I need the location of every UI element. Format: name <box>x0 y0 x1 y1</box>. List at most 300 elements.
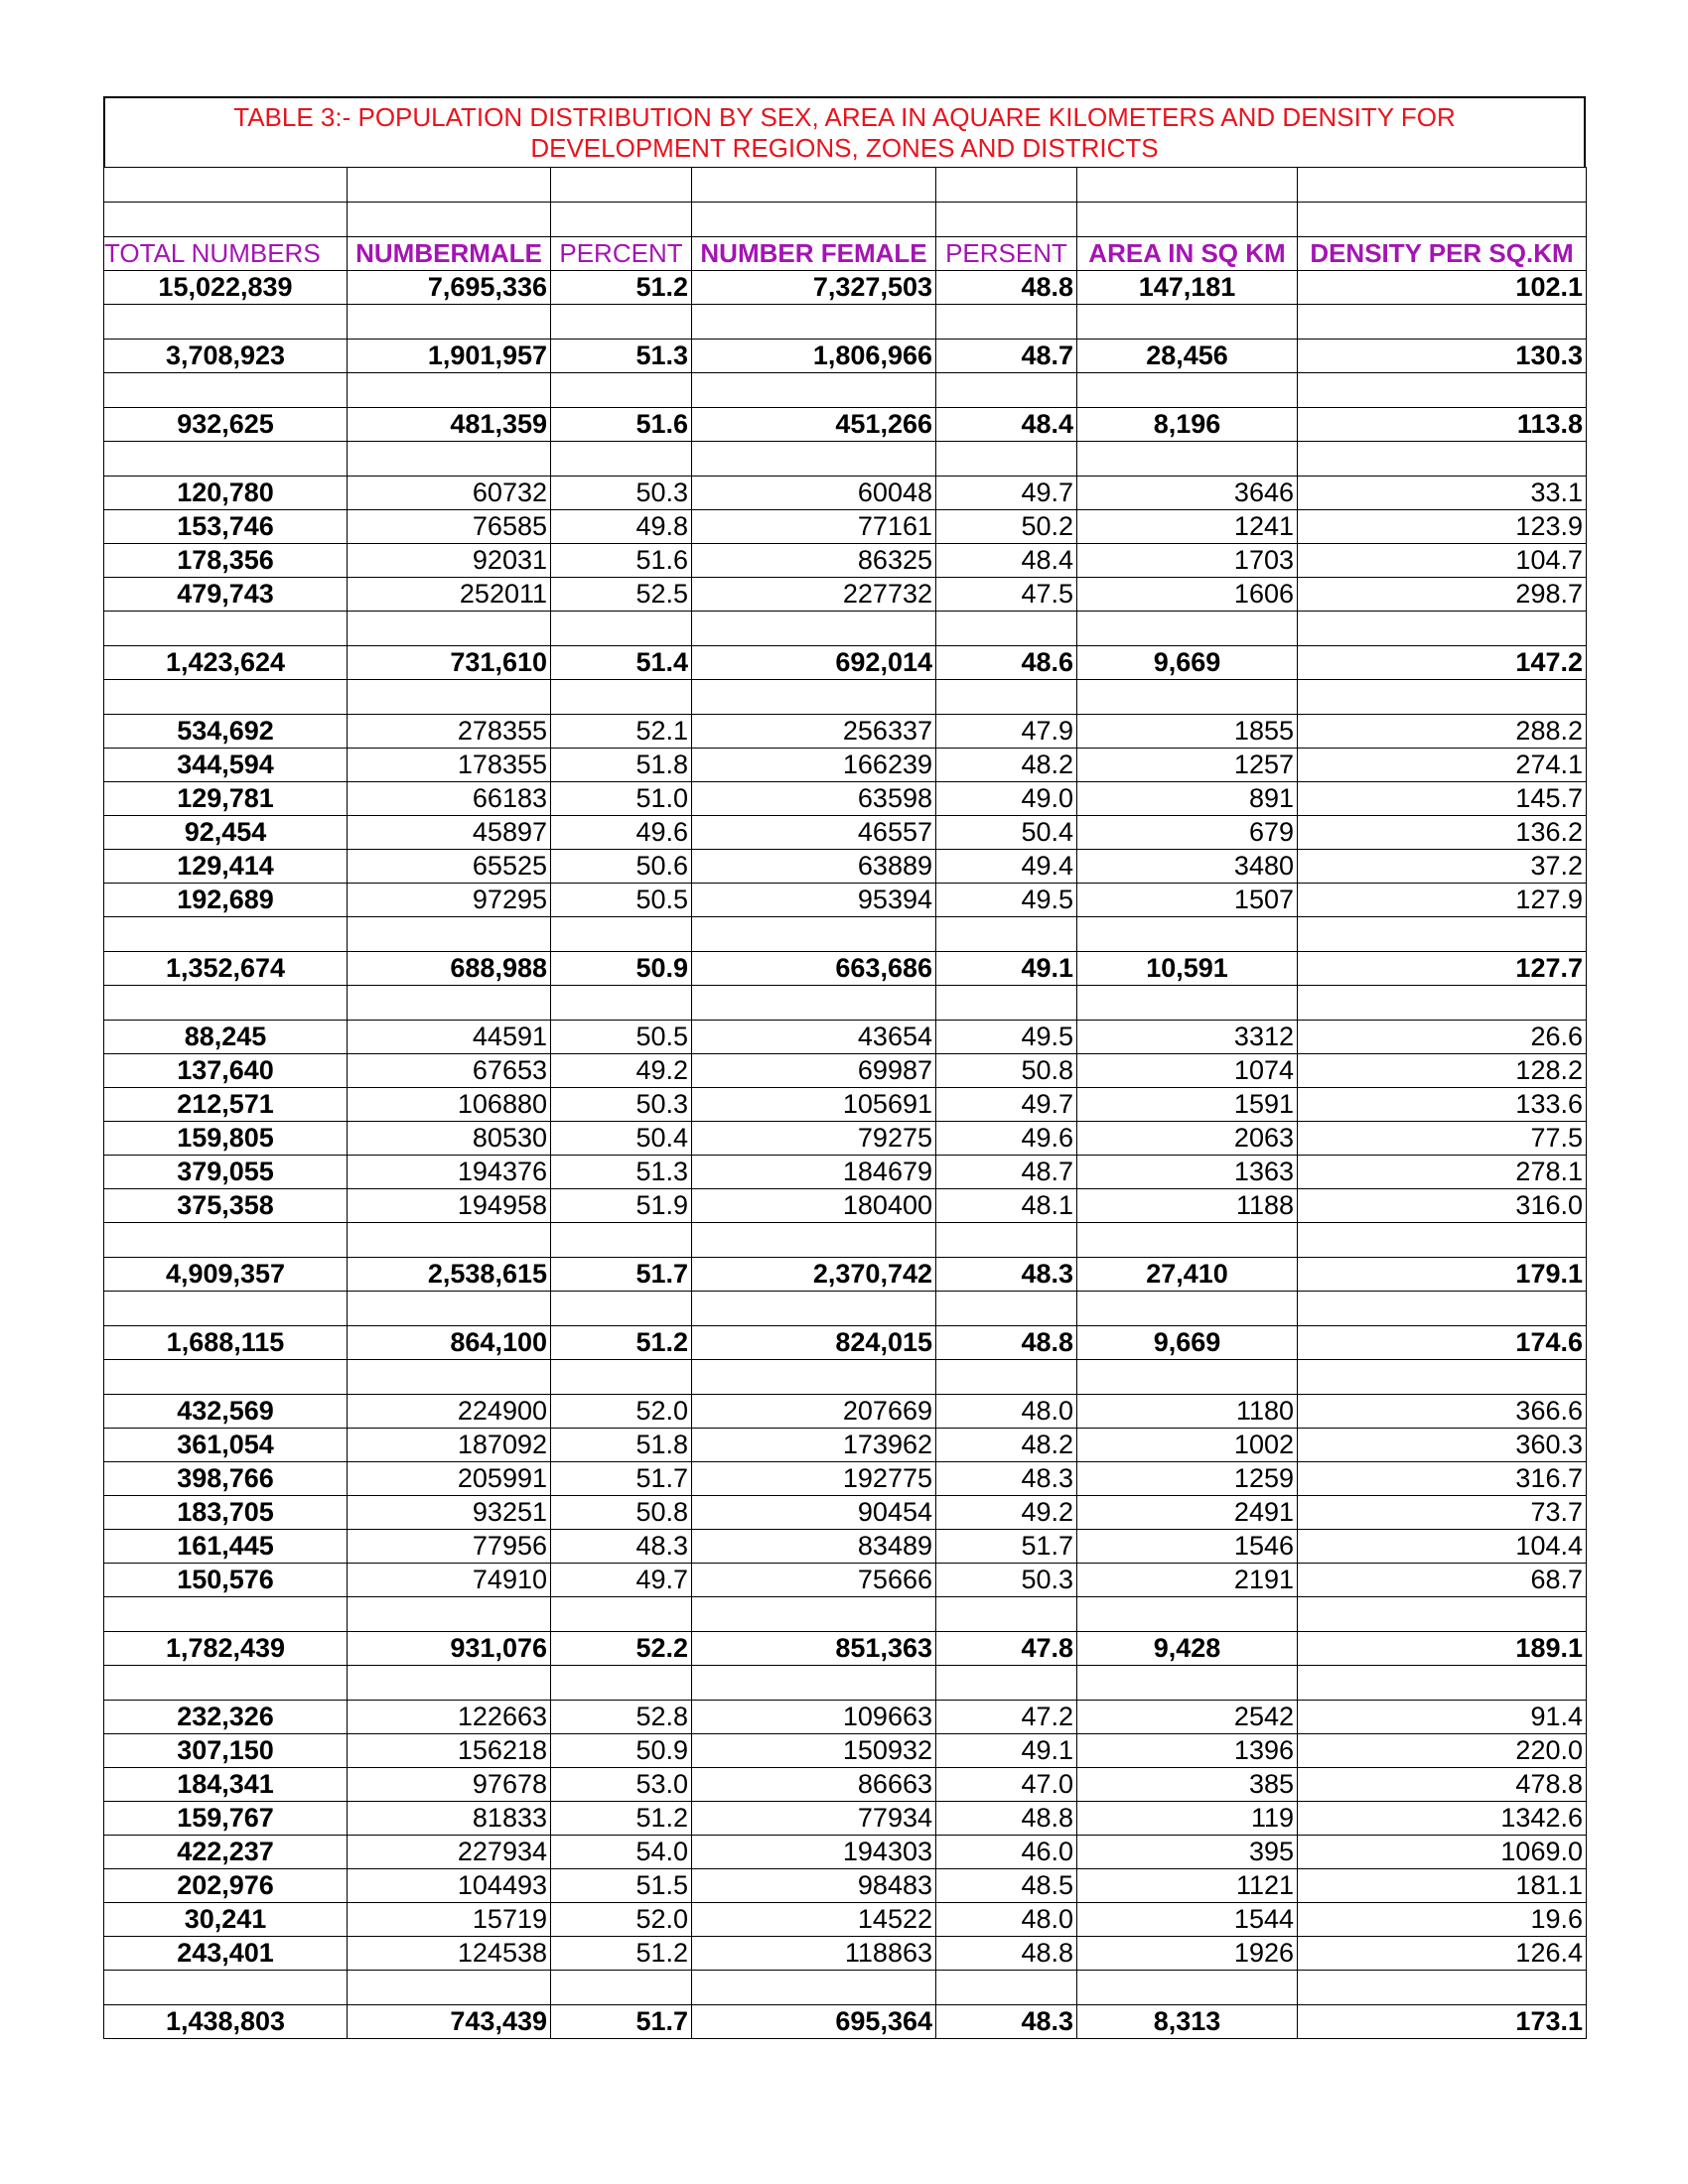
percent-male-cell: 51.5 <box>551 1869 692 1903</box>
percent-female-cell: 50.8 <box>936 1054 1077 1088</box>
area-sq-km-cell: 1855 <box>1077 715 1298 749</box>
blank-cell <box>104 373 348 408</box>
blank-cell <box>1298 1666 1587 1701</box>
percent-female-cell: 48.5 <box>936 1869 1077 1903</box>
total-numbers-cell: 479,743 <box>104 578 348 612</box>
number-female-cell: 695,364 <box>692 2005 936 2039</box>
blank-cell <box>1298 1597 1587 1632</box>
blank-cell <box>1077 1292 1298 1326</box>
blank-cell <box>936 203 1077 237</box>
subtotal-row <box>104 271 1587 305</box>
percent-female-cell: 48.2 <box>936 1429 1077 1462</box>
density-per-sq-km-cell: 278.1 <box>1298 1156 1587 1189</box>
column-header-percent-female: PERSENT <box>936 237 1077 271</box>
blank-cell <box>551 986 692 1021</box>
blank-row <box>104 1292 1587 1326</box>
area-sq-km-cell: 1546 <box>1077 1530 1298 1564</box>
blank-cell <box>104 1223 348 1258</box>
density-per-sq-km-cell: 104.4 <box>1298 1530 1587 1564</box>
density-per-sq-km-cell: 288.2 <box>1298 715 1587 749</box>
population-table <box>103 167 1587 2039</box>
total-numbers-cell: 534,692 <box>104 715 348 749</box>
area-sq-km-cell: 1507 <box>1077 884 1298 917</box>
area-sq-km-cell: 3312 <box>1077 1021 1298 1054</box>
area-sq-km-cell: 2491 <box>1077 1496 1298 1530</box>
blank-cell <box>551 168 692 203</box>
total-numbers-cell: 88,245 <box>104 1021 348 1054</box>
blank-cell <box>348 917 551 952</box>
percent-male-cell: 50.3 <box>551 477 692 510</box>
blank-cell <box>348 1223 551 1258</box>
blank-row <box>104 373 1587 408</box>
blank-cell <box>1298 442 1587 477</box>
number-female-cell: 2,370,742 <box>692 1258 936 1292</box>
blank-cell <box>551 917 692 952</box>
number-male-cell: 178355 <box>348 749 551 782</box>
district-row <box>104 1429 1587 1462</box>
total-numbers-cell: 361,054 <box>104 1429 348 1462</box>
blank-cell <box>348 305 551 340</box>
percent-female-cell: 47.2 <box>936 1701 1077 1734</box>
number-female-cell: 86663 <box>692 1768 936 1802</box>
subtotal-row <box>104 408 1587 442</box>
total-numbers-cell: 30,241 <box>104 1903 348 1937</box>
subtotal-row <box>104 2005 1587 2039</box>
blank-cell <box>936 1971 1077 2005</box>
number-female-cell: 227732 <box>692 578 936 612</box>
number-female-cell: 46557 <box>692 816 936 850</box>
number-female-cell: 77934 <box>692 1802 936 1836</box>
blank-cell <box>104 1597 348 1632</box>
density-per-sq-km-cell: 133.6 <box>1298 1088 1587 1122</box>
percent-male-cell: 48.3 <box>551 1530 692 1564</box>
number-female-cell: 79275 <box>692 1122 936 1156</box>
blank-cell <box>348 373 551 408</box>
percent-female-cell: 48.1 <box>936 1189 1077 1223</box>
area-sq-km-cell: 9,669 <box>1077 646 1298 680</box>
area-sq-km-cell: 1259 <box>1077 1462 1298 1496</box>
number-male-cell: 688,988 <box>348 952 551 986</box>
percent-female-cell: 49.1 <box>936 952 1077 986</box>
blank-cell <box>348 1597 551 1632</box>
blank-cell <box>692 1971 936 2005</box>
blank-cell <box>692 1597 936 1632</box>
percent-male-cell: 50.3 <box>551 1088 692 1122</box>
district-row <box>104 1734 1587 1768</box>
blank-cell <box>348 442 551 477</box>
percent-female-cell: 48.7 <box>936 1156 1077 1189</box>
density-per-sq-km-cell: 113.8 <box>1298 408 1587 442</box>
blank-cell <box>692 442 936 477</box>
area-sq-km-cell: 2542 <box>1077 1701 1298 1734</box>
blank-cell <box>104 986 348 1021</box>
district-row <box>104 1768 1587 1802</box>
blank-cell <box>1077 305 1298 340</box>
total-numbers-cell: 184,341 <box>104 1768 348 1802</box>
blank-cell <box>104 203 348 237</box>
blank-cell <box>936 680 1077 715</box>
percent-female-cell: 46.0 <box>936 1836 1077 1869</box>
blank-cell <box>348 612 551 646</box>
percent-female-cell: 50.3 <box>936 1564 1077 1597</box>
percent-male-cell: 52.8 <box>551 1701 692 1734</box>
blank-cell <box>1298 305 1587 340</box>
area-sq-km-cell: 3480 <box>1077 850 1298 884</box>
blank-cell <box>692 305 936 340</box>
density-per-sq-km-cell: 123.9 <box>1298 510 1587 544</box>
percent-male-cell: 52.0 <box>551 1903 692 1937</box>
percent-male-cell: 53.0 <box>551 1768 692 1802</box>
number-male-cell: 252011 <box>348 578 551 612</box>
area-sq-km-cell: 10,591 <box>1077 952 1298 986</box>
number-male-cell: 76585 <box>348 510 551 544</box>
total-numbers-cell: 212,571 <box>104 1088 348 1122</box>
number-female-cell: 43654 <box>692 1021 936 1054</box>
density-per-sq-km-cell: 128.2 <box>1298 1054 1587 1088</box>
number-female-cell: 851,363 <box>692 1632 936 1666</box>
percent-male-cell: 51.2 <box>551 1802 692 1836</box>
number-male-cell: 93251 <box>348 1496 551 1530</box>
density-per-sq-km-cell: 478.8 <box>1298 1768 1587 1802</box>
area-sq-km-cell: 891 <box>1077 782 1298 816</box>
percent-male-cell: 51.7 <box>551 1462 692 1496</box>
percent-female-cell: 47.5 <box>936 578 1077 612</box>
percent-female-cell: 50.4 <box>936 816 1077 850</box>
percent-female-cell: 48.8 <box>936 271 1077 305</box>
number-female-cell: 63598 <box>692 782 936 816</box>
area-sq-km-cell: 385 <box>1077 1768 1298 1802</box>
district-row <box>104 1054 1587 1088</box>
number-male-cell: 2,538,615 <box>348 1258 551 1292</box>
density-per-sq-km-cell: 33.1 <box>1298 477 1587 510</box>
density-per-sq-km-cell: 126.4 <box>1298 1937 1587 1971</box>
total-numbers-cell: 161,445 <box>104 1530 348 1564</box>
density-per-sq-km-cell: 189.1 <box>1298 1632 1587 1666</box>
percent-male-cell: 52.5 <box>551 578 692 612</box>
subtotal-row <box>104 952 1587 986</box>
percent-male-cell: 50.9 <box>551 952 692 986</box>
blank-cell <box>1077 373 1298 408</box>
number-female-cell: 83489 <box>692 1530 936 1564</box>
number-male-cell: 187092 <box>348 1429 551 1462</box>
total-numbers-cell: 422,237 <box>104 1836 348 1869</box>
blank-cell <box>936 612 1077 646</box>
blank-cell <box>692 917 936 952</box>
blank-cell <box>692 1666 936 1701</box>
district-row <box>104 749 1587 782</box>
blank-cell <box>1077 1597 1298 1632</box>
blank-row <box>104 612 1587 646</box>
blank-cell <box>104 442 348 477</box>
number-male-cell: 278355 <box>348 715 551 749</box>
blank-cell <box>551 1360 692 1395</box>
number-male-cell: 743,439 <box>348 2005 551 2039</box>
column-header-row <box>104 237 1587 271</box>
blank-cell <box>1077 612 1298 646</box>
blank-cell <box>551 1971 692 2005</box>
density-per-sq-km-cell: 19.6 <box>1298 1903 1587 1937</box>
number-male-cell: 731,610 <box>348 646 551 680</box>
district-row <box>104 1462 1587 1496</box>
number-male-cell: 15719 <box>348 1903 551 1937</box>
density-per-sq-km-cell: 37.2 <box>1298 850 1587 884</box>
number-female-cell: 451,266 <box>692 408 936 442</box>
percent-male-cell: 50.6 <box>551 850 692 884</box>
number-female-cell: 256337 <box>692 715 936 749</box>
area-sq-km-cell: 1121 <box>1077 1869 1298 1903</box>
area-sq-km-cell: 2063 <box>1077 1122 1298 1156</box>
total-numbers-cell: 178,356 <box>104 544 348 578</box>
density-per-sq-km-cell: 130.3 <box>1298 340 1587 373</box>
blank-cell <box>1298 1223 1587 1258</box>
number-male-cell: 60732 <box>348 477 551 510</box>
percent-male-cell: 51.6 <box>551 408 692 442</box>
area-sq-km-cell: 679 <box>1077 816 1298 850</box>
district-row <box>104 1564 1587 1597</box>
blank-row <box>104 680 1587 715</box>
percent-female-cell: 48.8 <box>936 1326 1077 1360</box>
percent-male-cell: 51.4 <box>551 646 692 680</box>
area-sq-km-cell: 1002 <box>1077 1429 1298 1462</box>
blank-cell <box>936 305 1077 340</box>
area-sq-km-cell: 1544 <box>1077 1903 1298 1937</box>
number-female-cell: 166239 <box>692 749 936 782</box>
district-row <box>104 1937 1587 1971</box>
percent-male-cell: 51.9 <box>551 1189 692 1223</box>
table-title-line-2: DEVELOPMENT REGIONS, ZONES AND DISTRICTS <box>530 132 1159 163</box>
district-row <box>104 1869 1587 1903</box>
percent-female-cell: 48.0 <box>936 1395 1077 1429</box>
total-numbers-cell: 153,746 <box>104 510 348 544</box>
blank-cell <box>692 203 936 237</box>
district-row <box>104 1836 1587 1869</box>
percent-female-cell: 51.7 <box>936 1530 1077 1564</box>
percent-female-cell: 47.9 <box>936 715 1077 749</box>
blank-cell <box>348 168 551 203</box>
column-header-area-sq-km: AREA IN SQ KM <box>1077 237 1298 271</box>
district-row <box>104 1496 1587 1530</box>
percent-male-cell: 51.7 <box>551 1258 692 1292</box>
district-row <box>104 1903 1587 1937</box>
population-table-sheet <box>103 96 1586 2039</box>
total-numbers-cell: 129,781 <box>104 782 348 816</box>
blank-cell <box>348 1360 551 1395</box>
density-per-sq-km-cell: 174.6 <box>1298 1326 1587 1360</box>
total-numbers-cell: 1,352,674 <box>104 952 348 986</box>
density-per-sq-km-cell: 181.1 <box>1298 1869 1587 1903</box>
area-sq-km-cell: 28,456 <box>1077 340 1298 373</box>
blank-cell <box>1298 1971 1587 2005</box>
number-female-cell: 109663 <box>692 1701 936 1734</box>
number-female-cell: 86325 <box>692 544 936 578</box>
number-male-cell: 45897 <box>348 816 551 850</box>
area-sq-km-cell: 9,428 <box>1077 1632 1298 1666</box>
number-female-cell: 150932 <box>692 1734 936 1768</box>
district-row <box>104 1156 1587 1189</box>
percent-female-cell: 49.5 <box>936 1021 1077 1054</box>
percent-female-cell: 48.3 <box>936 1462 1077 1496</box>
blank-cell <box>551 1223 692 1258</box>
blank-cell <box>936 1360 1077 1395</box>
number-male-cell: 67653 <box>348 1054 551 1088</box>
blank-cell <box>936 917 1077 952</box>
percent-male-cell: 52.2 <box>551 1632 692 1666</box>
district-row <box>104 1122 1587 1156</box>
blank-cell <box>1298 612 1587 646</box>
number-male-cell: 224900 <box>348 1395 551 1429</box>
density-per-sq-km-cell: 104.7 <box>1298 544 1587 578</box>
blank-cell <box>551 612 692 646</box>
total-numbers-cell: 150,576 <box>104 1564 348 1597</box>
blank-cell <box>348 1666 551 1701</box>
blank-cell <box>348 1292 551 1326</box>
density-per-sq-km-cell: 360.3 <box>1298 1429 1587 1462</box>
number-male-cell: 7,695,336 <box>348 271 551 305</box>
number-female-cell: 663,686 <box>692 952 936 986</box>
district-row <box>104 816 1587 850</box>
column-header-percent-male: PERCENT <box>551 237 692 271</box>
density-per-sq-km-cell: 1069.0 <box>1298 1836 1587 1869</box>
district-row <box>104 1530 1587 1564</box>
percent-female-cell: 48.3 <box>936 1258 1077 1292</box>
percent-male-cell: 51.2 <box>551 1326 692 1360</box>
percent-male-cell: 50.9 <box>551 1734 692 1768</box>
blank-cell <box>104 1292 348 1326</box>
density-per-sq-km-cell: 220.0 <box>1298 1734 1587 1768</box>
number-male-cell: 77956 <box>348 1530 551 1564</box>
blank-cell <box>104 1360 348 1395</box>
area-sq-km-cell: 1703 <box>1077 544 1298 578</box>
number-female-cell: 63889 <box>692 850 936 884</box>
blank-cell <box>348 203 551 237</box>
blank-cell <box>936 1223 1077 1258</box>
total-numbers-cell: 379,055 <box>104 1156 348 1189</box>
percent-male-cell: 52.0 <box>551 1395 692 1429</box>
density-per-sq-km-cell: 102.1 <box>1298 271 1587 305</box>
area-sq-km-cell: 119 <box>1077 1802 1298 1836</box>
percent-female-cell: 49.5 <box>936 884 1077 917</box>
blank-cell <box>104 680 348 715</box>
percent-female-cell: 50.2 <box>936 510 1077 544</box>
area-sq-km-cell: 1606 <box>1077 578 1298 612</box>
blank-cell <box>104 1666 348 1701</box>
blank-cell <box>692 1223 936 1258</box>
percent-female-cell: 48.8 <box>936 1937 1077 1971</box>
percent-male-cell: 51.2 <box>551 1937 692 1971</box>
subtotal-row <box>104 1258 1587 1292</box>
number-male-cell: 92031 <box>348 544 551 578</box>
subtotal-row <box>104 1632 1587 1666</box>
blank-cell <box>551 305 692 340</box>
blank-cell <box>551 1292 692 1326</box>
area-sq-km-cell: 8,196 <box>1077 408 1298 442</box>
number-male-cell: 194376 <box>348 1156 551 1189</box>
number-male-cell: 80530 <box>348 1122 551 1156</box>
density-per-sq-km-cell: 77.5 <box>1298 1122 1587 1156</box>
blank-row <box>104 442 1587 477</box>
blank-row <box>104 1360 1587 1395</box>
percent-male-cell: 51.0 <box>551 782 692 816</box>
blank-cell <box>1077 168 1298 203</box>
percent-female-cell: 49.0 <box>936 782 1077 816</box>
area-sq-km-cell: 1241 <box>1077 510 1298 544</box>
density-per-sq-km-cell: 179.1 <box>1298 1258 1587 1292</box>
density-per-sq-km-cell: 136.2 <box>1298 816 1587 850</box>
blank-cell <box>104 612 348 646</box>
blank-cell <box>1077 442 1298 477</box>
blank-row <box>104 917 1587 952</box>
blank-cell <box>692 612 936 646</box>
district-row <box>104 1395 1587 1429</box>
percent-female-cell: 48.7 <box>936 340 1077 373</box>
number-female-cell: 192775 <box>692 1462 936 1496</box>
blank-row <box>104 203 1587 237</box>
blank-cell <box>936 986 1077 1021</box>
percent-female-cell: 48.8 <box>936 1802 1077 1836</box>
total-numbers-cell: 4,909,357 <box>104 1258 348 1292</box>
number-female-cell: 692,014 <box>692 646 936 680</box>
area-sq-km-cell: 8,313 <box>1077 2005 1298 2039</box>
percent-female-cell: 48.6 <box>936 646 1077 680</box>
subtotal-row <box>104 340 1587 373</box>
percent-male-cell: 50.5 <box>551 884 692 917</box>
blank-cell <box>551 442 692 477</box>
total-numbers-cell: 15,022,839 <box>104 271 348 305</box>
blank-cell <box>551 373 692 408</box>
density-per-sq-km-cell: 26.6 <box>1298 1021 1587 1054</box>
percent-male-cell: 52.1 <box>551 715 692 749</box>
number-female-cell: 824,015 <box>692 1326 936 1360</box>
number-male-cell: 104493 <box>348 1869 551 1903</box>
total-numbers-cell: 120,780 <box>104 477 348 510</box>
blank-cell <box>1077 917 1298 952</box>
population-table-body <box>104 168 1587 2039</box>
number-male-cell: 124538 <box>348 1937 551 1971</box>
column-header-number-female: NUMBER FEMALE <box>692 237 936 271</box>
number-female-cell: 194303 <box>692 1836 936 1869</box>
number-male-cell: 481,359 <box>348 408 551 442</box>
district-row <box>104 477 1587 510</box>
blank-cell <box>1298 1360 1587 1395</box>
number-male-cell: 74910 <box>348 1564 551 1597</box>
number-female-cell: 69987 <box>692 1054 936 1088</box>
percent-male-cell: 50.5 <box>551 1021 692 1054</box>
total-numbers-cell: 159,767 <box>104 1802 348 1836</box>
percent-male-cell: 50.8 <box>551 1496 692 1530</box>
density-per-sq-km-cell: 173.1 <box>1298 2005 1587 2039</box>
number-male-cell: 1,901,957 <box>348 340 551 373</box>
number-female-cell: 105691 <box>692 1088 936 1122</box>
number-female-cell: 90454 <box>692 1496 936 1530</box>
area-sq-km-cell: 1180 <box>1077 1395 1298 1429</box>
area-sq-km-cell: 2191 <box>1077 1564 1298 1597</box>
column-header-density-per-sq-km: DENSITY PER SQ.KM <box>1298 237 1587 271</box>
blank-row <box>104 1223 1587 1258</box>
percent-male-cell: 51.8 <box>551 1429 692 1462</box>
blank-cell <box>1077 680 1298 715</box>
area-sq-km-cell: 1188 <box>1077 1189 1298 1223</box>
percent-female-cell: 47.0 <box>936 1768 1077 1802</box>
blank-cell <box>104 917 348 952</box>
percent-male-cell: 51.8 <box>551 749 692 782</box>
percent-male-cell: 49.7 <box>551 1564 692 1597</box>
table-title <box>103 96 1586 167</box>
percent-female-cell: 49.2 <box>936 1496 1077 1530</box>
percent-female-cell: 48.4 <box>936 408 1077 442</box>
blank-cell <box>348 986 551 1021</box>
blank-cell <box>551 1597 692 1632</box>
area-sq-km-cell: 1257 <box>1077 749 1298 782</box>
